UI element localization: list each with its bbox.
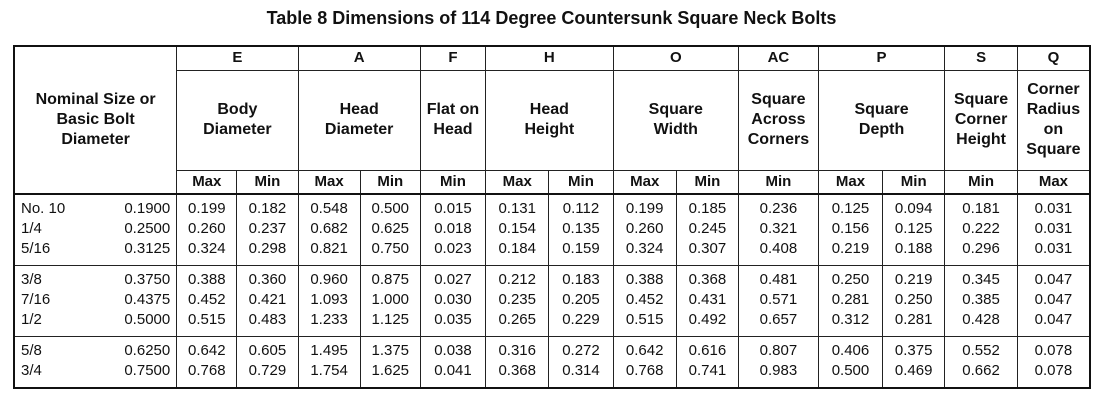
value: 0.324 [625, 240, 664, 257]
value-cell [1017, 336, 1090, 388]
value-cell [613, 194, 676, 265]
value: 0.265 [498, 310, 536, 328]
value: 1.093 [310, 290, 348, 308]
dimensions-table [13, 45, 1091, 389]
value: 0.047 [1034, 290, 1073, 308]
sub-header: Max [1017, 170, 1090, 194]
value: 0.500 [831, 361, 870, 379]
value: 0.260 [188, 220, 226, 237]
value-cell [486, 194, 549, 265]
value: 0.807 [759, 341, 798, 359]
value: 0.030 [434, 290, 472, 308]
value: 0.023 [434, 240, 472, 257]
value: 0.368 [688, 270, 727, 288]
col-desc: Square Corner Height [945, 70, 1018, 170]
value: 0.729 [248, 361, 287, 379]
value: 0.296 [962, 240, 1000, 257]
value: 0.038 [434, 341, 472, 359]
sub-header: Max [486, 170, 549, 194]
value: 0.682 [310, 220, 348, 237]
value: 0.483 [248, 310, 287, 328]
value: 0.662 [962, 361, 1000, 379]
value: 0.750 [371, 240, 410, 257]
value: 0.481 [759, 270, 798, 288]
value: 0.018 [434, 220, 472, 237]
value-cell [1017, 194, 1090, 265]
value: 0.135 [562, 220, 600, 237]
value: 0.385 [962, 290, 1000, 308]
col-letter: A [298, 46, 420, 70]
value-cell [676, 194, 738, 265]
size-line [21, 239, 170, 259]
col-letter: E [177, 46, 298, 70]
col-desc: Square Depth [818, 70, 944, 170]
letter-row [14, 46, 1090, 70]
col-letter: S [945, 46, 1018, 70]
value: 0.408 [759, 240, 798, 257]
value: 0.047 [1034, 310, 1073, 328]
col-letter: Q [1017, 46, 1090, 70]
value: 0.181 [962, 200, 1000, 217]
value: 0.821 [310, 240, 348, 257]
value: 0.500 [371, 200, 410, 217]
value: 0.078 [1034, 361, 1073, 379]
basic-diameter: 0.4375 [124, 290, 171, 308]
value: 0.368 [498, 361, 536, 379]
value: 1.233 [310, 310, 348, 328]
col-desc: Head Diameter [298, 70, 420, 170]
value-cell [818, 265, 882, 336]
value: 0.312 [831, 310, 870, 328]
value: 0.188 [894, 240, 933, 257]
value: 0.452 [625, 290, 664, 308]
value: 0.229 [562, 310, 600, 328]
size-line [21, 361, 170, 381]
sub-header: Max [298, 170, 360, 194]
sub-header: Max [818, 170, 882, 194]
value: 0.657 [759, 310, 798, 328]
value-cell [549, 265, 613, 336]
value-cell [739, 194, 819, 265]
value: 0.031 [1034, 220, 1073, 237]
value: 0.324 [188, 240, 226, 257]
value: 0.237 [248, 220, 287, 237]
sub-header: Min [420, 170, 485, 194]
value: 0.469 [894, 361, 933, 379]
size-label: 1/4 [21, 220, 42, 237]
value: 0.131 [498, 200, 536, 217]
col-letter: O [613, 46, 738, 70]
value: 0.492 [688, 310, 727, 328]
value-cell [360, 194, 420, 265]
size-line [21, 199, 170, 219]
value: 0.307 [688, 240, 727, 257]
col-desc: Head Height [486, 70, 613, 170]
value: 0.199 [188, 200, 226, 217]
size-label: No. 10 [21, 200, 66, 217]
value: 0.768 [625, 361, 664, 379]
value-cell [486, 336, 549, 388]
col-desc: Corner Radius on Square [1017, 70, 1090, 170]
value: 0.960 [310, 270, 348, 288]
value: 0.616 [688, 341, 727, 359]
sub-header: Min [237, 170, 298, 194]
value-cell [739, 265, 819, 336]
sub-header: Min [739, 170, 819, 194]
row-header-cell: Nominal Size or Basic Bolt Diameter [14, 46, 177, 194]
value: 0.548 [310, 200, 348, 217]
value-cell [549, 194, 613, 265]
nominal-size-cell [14, 194, 177, 265]
value: 0.741 [688, 361, 727, 379]
value-cell [883, 265, 945, 336]
value-cell [549, 336, 613, 388]
sub-header: Max [613, 170, 676, 194]
value: 0.452 [188, 290, 226, 308]
value: 0.388 [188, 270, 226, 288]
value: 0.431 [688, 290, 727, 308]
value: 0.219 [894, 270, 933, 288]
value-cell [883, 336, 945, 388]
value-cell [676, 336, 738, 388]
value: 0.316 [498, 341, 536, 359]
row-group [14, 194, 1090, 265]
value: 0.185 [688, 200, 727, 217]
value-cell [945, 194, 1018, 265]
value: 1.000 [371, 290, 410, 308]
value: 0.375 [894, 341, 933, 359]
table-body [14, 194, 1090, 388]
value: 0.983 [759, 361, 798, 379]
basic-diameter: 0.6250 [124, 341, 171, 359]
size-label: 5/16 [21, 240, 51, 257]
value: 0.219 [831, 240, 870, 257]
value-cell [177, 194, 237, 265]
size-line [21, 270, 170, 290]
basic-diameter: 0.3750 [124, 270, 171, 288]
col-letter: F [420, 46, 485, 70]
value: 0.212 [498, 270, 536, 288]
size-label: 1/2 [21, 310, 42, 328]
value: 0.015 [434, 200, 472, 217]
value-cell [613, 265, 676, 336]
value: 0.205 [562, 290, 600, 308]
value: 0.768 [188, 361, 226, 379]
value-cell [676, 265, 738, 336]
value: 0.260 [625, 220, 664, 237]
value: 0.182 [248, 200, 287, 217]
nominal-size-cell [14, 265, 177, 336]
basic-diameter: 0.2500 [124, 220, 171, 237]
basic-diameter: 0.7500 [124, 361, 171, 379]
sub-header: Min [360, 170, 420, 194]
value: 0.027 [434, 270, 472, 288]
value: 1.625 [371, 361, 410, 379]
basic-diameter: 0.1900 [124, 200, 171, 217]
value: 0.642 [188, 341, 226, 359]
value: 0.041 [434, 361, 472, 379]
value: 0.625 [371, 220, 410, 237]
value: 0.112 [562, 200, 600, 217]
value-cell [613, 336, 676, 388]
value-cell [298, 194, 360, 265]
sub-header: Min [549, 170, 613, 194]
value-cell [298, 265, 360, 336]
value: 0.236 [759, 200, 798, 217]
col-desc: Flat on Head [420, 70, 485, 170]
size-label: 5/8 [21, 341, 42, 359]
row-group [14, 265, 1090, 336]
row-group [14, 336, 1090, 388]
value: 0.156 [831, 220, 870, 237]
value-cell [177, 265, 237, 336]
value: 0.094 [894, 200, 933, 217]
value-cell [360, 336, 420, 388]
value: 0.154 [498, 220, 536, 237]
basic-diameter: 0.3125 [124, 240, 171, 257]
value-cell [237, 265, 298, 336]
col-desc: Body Diameter [177, 70, 298, 170]
value: 0.199 [625, 200, 664, 217]
size-label: 3/4 [21, 361, 42, 379]
value-cell [298, 336, 360, 388]
value-cell [818, 194, 882, 265]
value: 0.078 [1034, 341, 1073, 359]
value: 0.183 [562, 270, 600, 288]
value: 0.235 [498, 290, 536, 308]
value: 0.250 [894, 290, 933, 308]
value-cell [420, 336, 485, 388]
value-cell [177, 336, 237, 388]
value-cell [739, 336, 819, 388]
value: 0.125 [894, 220, 933, 237]
value: 0.428 [962, 310, 1000, 328]
sub-header: Max [177, 170, 237, 194]
value: 0.421 [248, 290, 287, 308]
value: 1.125 [371, 310, 410, 328]
col-letter: H [486, 46, 613, 70]
value: 0.552 [962, 341, 1000, 359]
value: 0.388 [625, 270, 664, 288]
value: 0.047 [1034, 270, 1073, 288]
value-cell [237, 336, 298, 388]
value: 0.406 [831, 341, 870, 359]
value-cell [1017, 265, 1090, 336]
size-line [21, 219, 170, 239]
value: 0.642 [625, 341, 664, 359]
value: 1.495 [310, 341, 348, 359]
value: 0.281 [894, 310, 933, 328]
value: 0.250 [831, 270, 870, 288]
size-line [21, 310, 170, 330]
value: 0.159 [562, 240, 600, 257]
value: 0.125 [831, 200, 870, 217]
value: 0.031 [1034, 200, 1073, 217]
value: 0.360 [248, 270, 287, 288]
value-cell [945, 265, 1018, 336]
size-line [21, 290, 170, 310]
value-cell [420, 265, 485, 336]
col-desc: Square Width [613, 70, 738, 170]
value-cell [237, 194, 298, 265]
value-cell [420, 194, 485, 265]
value-cell [945, 336, 1018, 388]
value: 0.281 [831, 290, 870, 308]
value: 0.345 [962, 270, 1000, 288]
value: 0.515 [188, 310, 226, 328]
value: 0.298 [248, 240, 287, 257]
value: 0.035 [434, 310, 472, 328]
col-letter: P [818, 46, 944, 70]
value: 0.222 [962, 220, 1000, 237]
value: 0.605 [248, 341, 287, 359]
value-cell [818, 336, 882, 388]
nominal-size-cell [14, 336, 177, 388]
col-desc: Square Across Corners [739, 70, 819, 170]
value: 0.571 [759, 290, 798, 308]
value: 0.272 [562, 341, 600, 359]
size-label: 3/8 [21, 270, 42, 288]
col-letter: AC [739, 46, 819, 70]
value: 0.515 [625, 310, 664, 328]
size-line [21, 341, 170, 361]
value: 1.754 [310, 361, 348, 379]
value: 1.375 [371, 341, 410, 359]
value: 0.875 [371, 270, 410, 288]
size-label: 7/16 [21, 290, 51, 308]
sub-header: Min [676, 170, 738, 194]
sub-header: Min [883, 170, 945, 194]
sub-header: Min [945, 170, 1018, 194]
value-cell [486, 265, 549, 336]
value: 0.321 [759, 220, 798, 237]
table-title: Table 8 Dimensions of 114 Degree Countersunk Square Neck Bolts [266, 8, 837, 28]
value: 0.245 [688, 220, 727, 237]
value: 0.314 [562, 361, 600, 379]
value-cell [360, 265, 420, 336]
value: 0.031 [1034, 240, 1073, 257]
value-cell [883, 194, 945, 265]
basic-diameter: 0.5000 [124, 310, 171, 328]
value: 0.184 [498, 240, 536, 257]
